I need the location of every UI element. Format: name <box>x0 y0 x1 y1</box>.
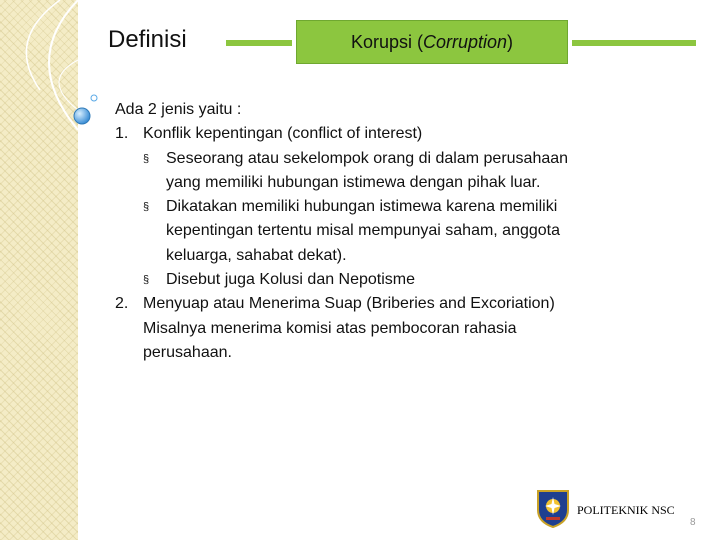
title-divider-right <box>572 40 696 46</box>
list-text-2: Menyuap atau Menerima Suap (Briberies and Excoriation) <box>143 295 555 313</box>
sub-item-2 <box>115 195 695 219</box>
slide-title: Definisi <box>108 26 187 53</box>
list-number-2: 2. <box>115 295 129 313</box>
sub-item-text: Seseorang atau sekelompok orang di dalam perusahaan <box>166 149 569 167</box>
institution-logo-icon <box>535 488 571 528</box>
title-box-main: Korupsi ( <box>350 31 423 52</box>
sub-item-1 <box>115 147 695 171</box>
title-box-italic: Corruption <box>422 31 508 52</box>
list-number-1: 1. <box>115 125 129 143</box>
sub-item-3 <box>115 268 695 292</box>
square-bullet-icon: § <box>143 152 150 165</box>
title-box-end: ) <box>507 31 514 52</box>
list-item-2-continuation: Misalnya menerima komisi atas pembocoran rahasia <box>143 319 517 337</box>
list-item-2 <box>115 292 695 316</box>
sub-item-continuation: kepentingan tertentu misal mempunyai saham, anggota <box>166 222 561 240</box>
footer-institution: POLITEKNIK NSC <box>577 503 675 517</box>
page-number: 8 <box>690 517 696 528</box>
title-divider-left <box>226 40 292 46</box>
sub-item-continuation: yang memiliki hubungan istimewa dengan pihak luar. <box>166 173 541 191</box>
title-box <box>296 20 568 64</box>
list-text-1: Konflik kepentingan (conflict of interest) <box>143 125 423 143</box>
sub-item-continuation: keluarga, sahabat dekat). <box>166 246 347 264</box>
sub-item-text: Disebut juga Kolusi dan Nepotisme <box>166 271 416 289</box>
intro-line: Ada 2 jenis yaitu : <box>115 101 242 118</box>
square-bullet-icon: § <box>143 201 150 214</box>
slide-content <box>115 98 695 365</box>
sub-item-text: Dikatakan memiliki hubungan istimewa karena memiliki <box>166 198 558 216</box>
decorative-bullet-dots <box>70 92 104 132</box>
decorative-curves <box>0 0 120 540</box>
list-item-2-continuation: perusahaan. <box>143 343 232 361</box>
list-item-1 <box>115 122 695 146</box>
square-bullet-icon: § <box>143 274 150 287</box>
